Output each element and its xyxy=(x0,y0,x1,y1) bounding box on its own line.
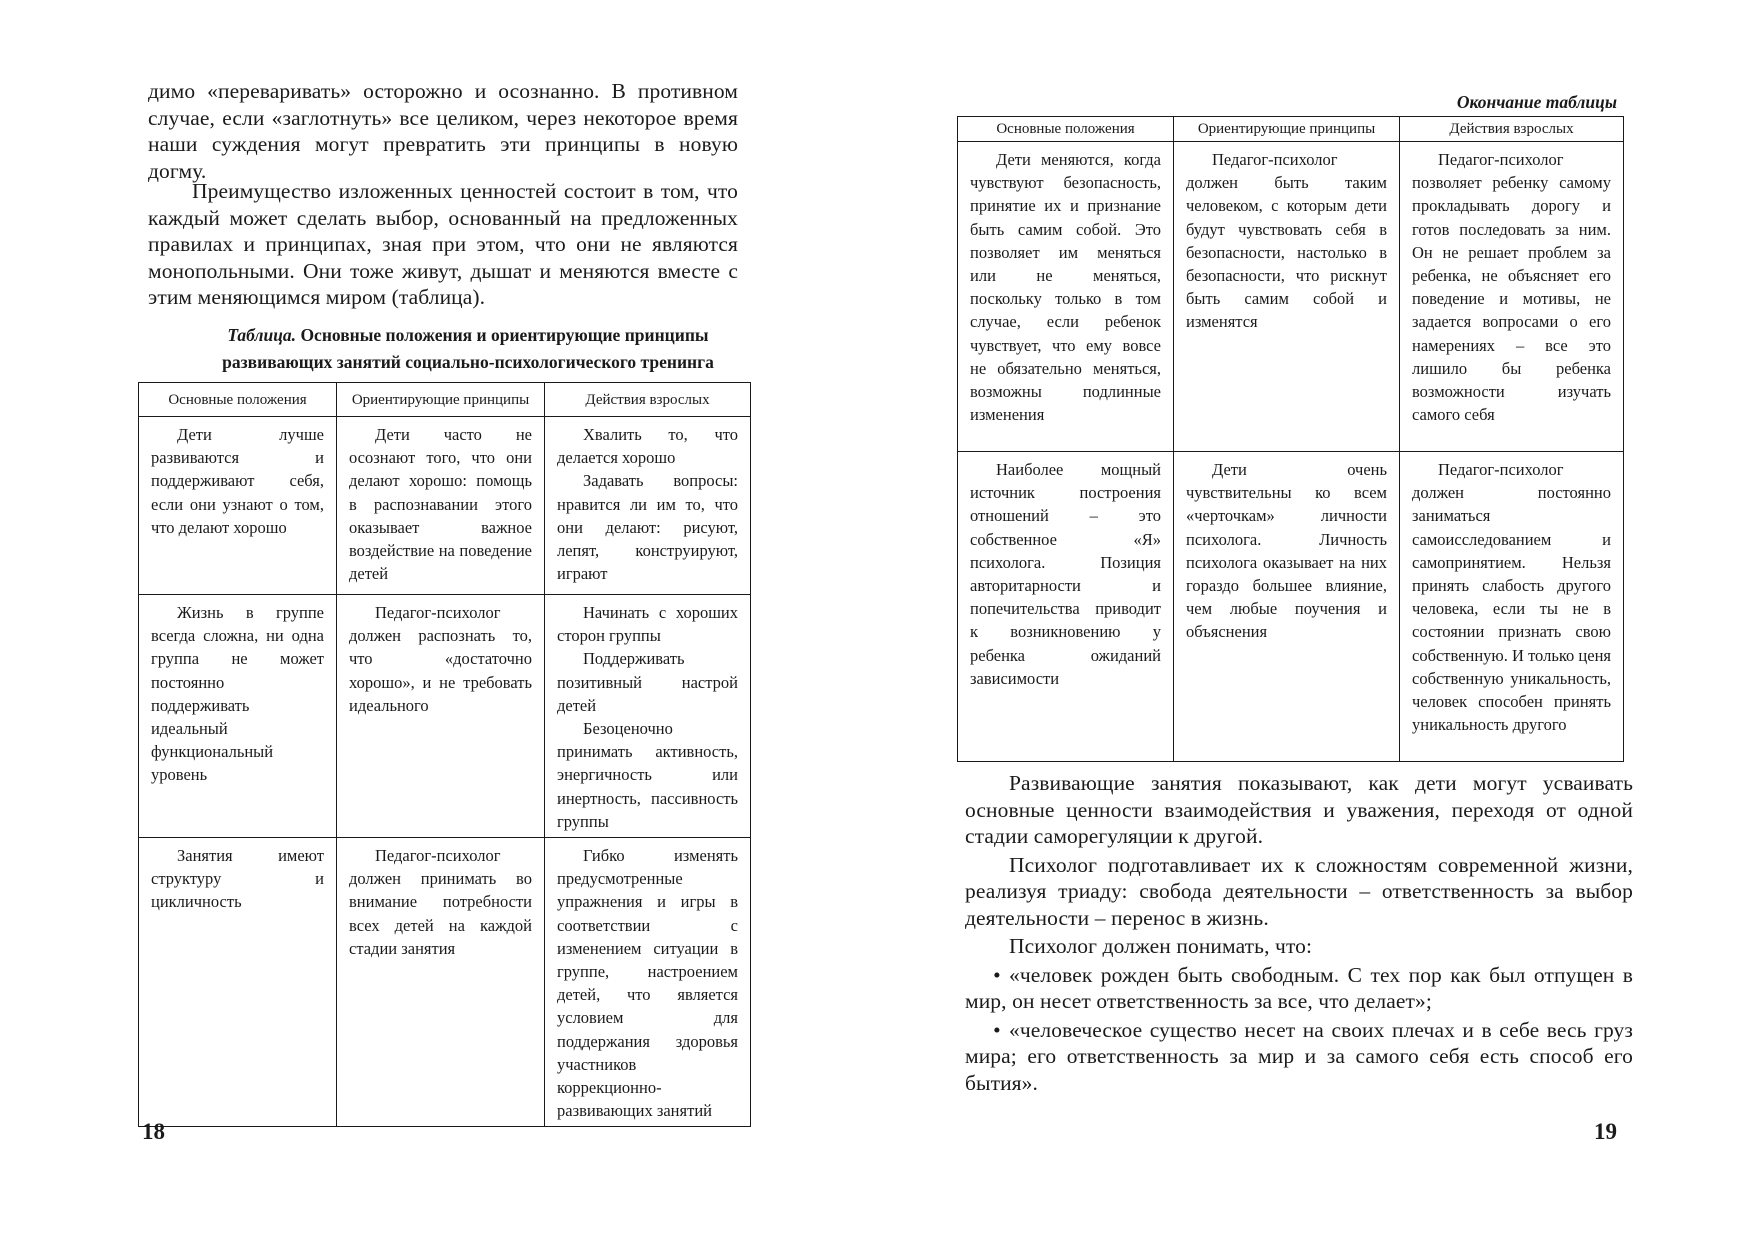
table-continuation-note: Окончание таблицы xyxy=(1456,92,1617,112)
right-paragraph-2: Психолог подготавливает их к сложностям современной жизни, реализуя триаду: свобода деятельности – ответственность за выбор деятельности – перенос в жизнь. xyxy=(965,852,1633,930)
cell-principles: Педагог-психолог должен быть таким человеком, с которым дети будут чувствовать себя в безопасности, настолько в безопасности, что рискнут быть самим собой и изменятся xyxy=(1174,142,1400,452)
header-actions: Действия взрослых xyxy=(545,383,751,417)
caption-line-1: Основные положения и ориентирующие принципы xyxy=(300,325,709,345)
left-second-paragraph: Преимущество изложенных ценностей состоит в том, что каждый может сделать выбор, основанный на предложенных правилах и принципах, зная при этом, что они не являются монопольными. Они тоже живут, дышат и меняются вместе с этим меняющимся миром (таблица). xyxy=(148,179,738,309)
table-header-row xyxy=(958,117,1624,142)
cell-positions: Наиболее мощный источник построения отношений – это собственное «Я» психолога. Позиция авторитарности и попечительства приводит к возникновению у ребенка ожиданий зависимости xyxy=(958,452,1174,762)
table-row xyxy=(139,838,751,1127)
header-principles: Ориентирующие принципы xyxy=(1174,117,1400,142)
table-caption xyxy=(148,322,788,376)
table-header-row xyxy=(139,383,751,417)
bullet-marker: • xyxy=(993,1017,1001,1042)
bullet-item-1: • «человек рожден быть свободным. С тех пор как был отпущен в мир, он несет ответственность за все, что делает»; xyxy=(965,962,1633,1013)
header-positions: Основные положения xyxy=(139,383,337,417)
cell-actions: Начинать с хороших сторон группы Поддерживать позитивный настрой детей Безоценочно принимать активность, энергичность или инертность, пассивность группы xyxy=(545,595,751,838)
right-paragraph-3: Психолог должен понимать, что: xyxy=(1009,934,1313,958)
cell-actions: Хвалить то, что делается хорошо Задавать вопросы: нравится ли им то, что они делают: рисуют, лепят, конструируют, играют xyxy=(545,417,751,595)
right-body-text xyxy=(965,770,1633,1096)
table-row xyxy=(139,595,751,838)
page-number-left: 18 xyxy=(142,1119,165,1144)
cell-principles: Дети часто не осознают того, что они делают хорошо: помощь в распознавании этого оказывает важное воздействие на поведение детей xyxy=(337,417,545,595)
table-row xyxy=(958,452,1624,762)
cell-principles: Дети очень чувствительны ко всем «черточкам» личности психолога. Личность психолога оказывает на них гораздо большее влияние, чем любые поучения и объяснения xyxy=(1174,452,1400,762)
cell-positions: Дети меняются, когда чувствуют безопасность, принятие их и признание быть самим собой. Это позволяет им меняться или не меняться, поскольку только в том случае, если ребенок чувствует, что ему вовсе не обязательно меняться, возможны подлинные изменения xyxy=(958,142,1174,452)
header-positions: Основные положения xyxy=(958,117,1174,142)
cell-actions: Педагог-психолог должен постоянно заниматься самоисследованием и самопринятием. Нельзя принять слабость другого человека, если ты не в состоянии признать свою собственную. И только ценя собственную уникальность, человек способен принять уникальность другого xyxy=(1400,452,1624,762)
caption-label: Таблица. xyxy=(227,325,297,345)
cell-principles: Педагог-психолог должен принимать во внимание потребности всех детей на каждой стадии занятия xyxy=(337,838,545,1127)
bullet-item-2: • «человеческое существо несет на своих плечах и в себе весь груз мира; его ответственность за мир и за самого себя есть способ его бытия». xyxy=(965,1017,1633,1095)
cell-positions: Жизнь в группе всегда сложна, ни одна группа не может постоянно поддерживать идеальный функциональный уровень xyxy=(139,595,337,838)
cell-actions: Гибко изменять предусмотренные упражнения и игры в соответствии с изменением ситуации в группе, настроением детей, что является условием для поддержания здоровья участников коррекционно-развивающих занятий xyxy=(545,838,751,1127)
caption-line-2: развивающих занятий социально-психологического тренинга xyxy=(222,352,714,372)
header-principles: Ориентирующие принципы xyxy=(337,383,545,417)
right-table xyxy=(957,116,1624,762)
bullet-marker: • xyxy=(993,962,1001,987)
left-intro-paragraph: димо «переваривать» осторожно и осознанно. В противном случае, если «заглотнуть» все целиком, через некоторое время наши суждения могут превратить эти принципы в новую догму. xyxy=(148,79,738,183)
cell-positions: Занятия имеют структуру и цикличность xyxy=(139,838,337,1127)
right-paragraph-1: Развивающие занятия показывают, как дети могут усваивать основные ценности взаимодействия и уважения, переходя от одной стадии саморегуляции к другой. xyxy=(965,771,1633,848)
cell-positions: Дети лучше развиваются и поддерживают себя, если они узнают о том, что делают хорошо xyxy=(139,417,337,595)
left-table xyxy=(138,382,751,1127)
table-row xyxy=(139,417,751,595)
cell-actions: Педагог-психолог позволяет ребенку самому прокладывать дорогу и готов последовать за ним. Он не решает проблем за ребенка, не объясняет его поведение и мотивы, не задается вопросами о его намерениях – все это лишило бы ребенка возможности изучать самого себя xyxy=(1400,142,1624,452)
page-number-right: 19 xyxy=(1594,1119,1617,1144)
table-row xyxy=(958,142,1624,452)
cell-principles: Педагог-психолог должен распознать то, что «достаточно хорошо», и не требовать идеального xyxy=(337,595,545,838)
header-actions: Действия взрослых xyxy=(1400,117,1624,142)
